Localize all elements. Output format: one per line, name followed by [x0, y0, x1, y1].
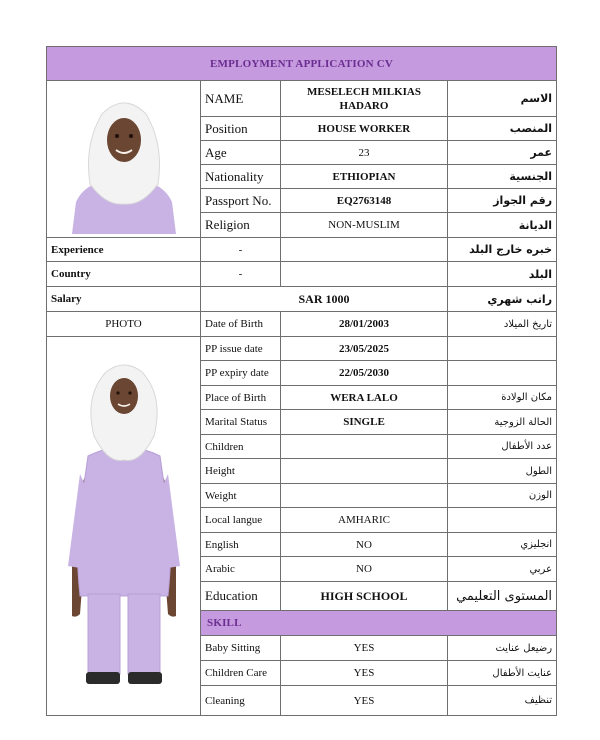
- place-of-birth-label: Place of Birth: [201, 386, 281, 410]
- experience-empty: [281, 238, 448, 262]
- cv-table: [46, 46, 557, 716]
- education-arabic: المستوى التعليمي: [448, 582, 557, 611]
- passport-arabic: رقم الجواز: [448, 189, 557, 213]
- passport-label: Passport No.: [201, 189, 281, 213]
- dob-arabic: تاريخ الميلاد: [448, 312, 557, 337]
- passport-value: EQ2763148: [281, 189, 448, 213]
- weight-label: Weight: [201, 484, 281, 508]
- place-of-birth-value: WERA LALO: [281, 386, 448, 410]
- children-arabic: عدد الأطفال: [448, 435, 557, 459]
- arabic-arabic: عربي: [448, 557, 557, 582]
- age-label: Age: [201, 141, 281, 165]
- salary-arabic: راتب شهري: [448, 287, 557, 312]
- local-language-value: AMHARIC: [281, 508, 448, 533]
- country-empty: [281, 262, 448, 287]
- arabic-value: NO: [281, 557, 448, 582]
- pp-expiry-arabic: [448, 361, 557, 386]
- photo-label: PHOTO: [47, 312, 201, 337]
- children-label: Children: [201, 435, 281, 459]
- salary-label: Salary: [47, 287, 201, 312]
- nationality-label: Nationality: [201, 165, 281, 189]
- cv-sheet: [46, 46, 556, 716]
- nationality-arabic: الجنسية: [448, 165, 557, 189]
- marital-status-value: SINGLE: [281, 410, 448, 435]
- baby-sitting-label: Baby Sitting: [201, 636, 281, 661]
- dob-value: 28/01/2003: [281, 312, 448, 337]
- country-label: Country: [47, 262, 201, 287]
- full-body-photo-svg: [64, 356, 184, 696]
- pp-issue-label: PP issue date: [201, 337, 281, 361]
- dob-row: [47, 312, 557, 337]
- religion-arabic: الديانة: [448, 213, 557, 238]
- experience-row: [47, 238, 557, 262]
- info-row-name: [47, 81, 557, 117]
- full-body-photo: [47, 337, 201, 716]
- baby-sitting-arabic: رضيعل عنايت: [448, 636, 557, 661]
- salary-row: [47, 287, 557, 312]
- height-arabic: الطول: [448, 459, 557, 484]
- height-label: Height: [201, 459, 281, 484]
- pp-issue-row: [47, 337, 557, 361]
- religion-label: Religion: [201, 213, 281, 238]
- position-value: HOUSE WORKER: [281, 117, 448, 141]
- position-arabic: المنصب: [448, 117, 557, 141]
- local-language-arabic: [448, 508, 557, 533]
- cleaning-label: Cleaning: [201, 686, 281, 716]
- age-value: 23: [281, 141, 448, 165]
- education-label: Education: [201, 582, 281, 611]
- children-care-label: Children Care: [201, 661, 281, 686]
- religion-value: NON-MUSLIM: [281, 213, 448, 238]
- height-value: [281, 459, 448, 484]
- dob-label: Date of Birth: [201, 312, 281, 337]
- marital-status-arabic: الحالة الزوجية: [448, 410, 557, 435]
- weight-value: [281, 484, 448, 508]
- arabic-label: Arabic: [201, 557, 281, 582]
- english-arabic: انجليزي: [448, 533, 557, 557]
- children-value: [281, 435, 448, 459]
- experience-arabic: خبره خارج البلد: [448, 238, 557, 262]
- weight-arabic: الوزن: [448, 484, 557, 508]
- headshot-photo: [47, 81, 201, 238]
- country-arabic: البلد: [448, 262, 557, 287]
- local-language-label: Local langue: [201, 508, 281, 533]
- experience-label: Experience: [47, 238, 201, 262]
- country-value: -: [201, 262, 281, 287]
- skill-header: SKILL: [201, 611, 557, 636]
- salary-value: SAR 1000: [201, 287, 448, 312]
- education-value: HIGH SCHOOL: [281, 582, 448, 611]
- name-value: MESELECH MILKIAS HADARO: [281, 81, 448, 117]
- children-care-arabic: عنايت الأطفال: [448, 661, 557, 686]
- name-label: NAME: [201, 81, 281, 117]
- pp-issue-arabic: [448, 337, 557, 361]
- experience-value: -: [201, 238, 281, 262]
- place-of-birth-arabic: مكان الولادة: [448, 386, 557, 410]
- english-value: NO: [281, 533, 448, 557]
- cleaning-value: YES: [281, 686, 448, 716]
- age-arabic: عمر: [448, 141, 557, 165]
- position-label: Position: [201, 117, 281, 141]
- marital-status-label: Marital Status: [201, 410, 281, 435]
- pp-issue-value: 23/05/2025: [281, 337, 448, 361]
- baby-sitting-value: YES: [281, 636, 448, 661]
- children-care-value: YES: [281, 661, 448, 686]
- english-label: English: [201, 533, 281, 557]
- country-row: [47, 262, 557, 287]
- nationality-value: ETHIOPIAN: [281, 165, 448, 189]
- headshot-photo-svg: [64, 84, 184, 234]
- pp-expiry-label: PP expiry date: [201, 361, 281, 386]
- cleaning-arabic: تنظيف: [448, 686, 557, 716]
- pp-expiry-value: 22/05/2030: [281, 361, 448, 386]
- cv-title: EMPLOYMENT APPLICATION CV: [47, 47, 557, 81]
- name-arabic: الاسم: [448, 81, 557, 117]
